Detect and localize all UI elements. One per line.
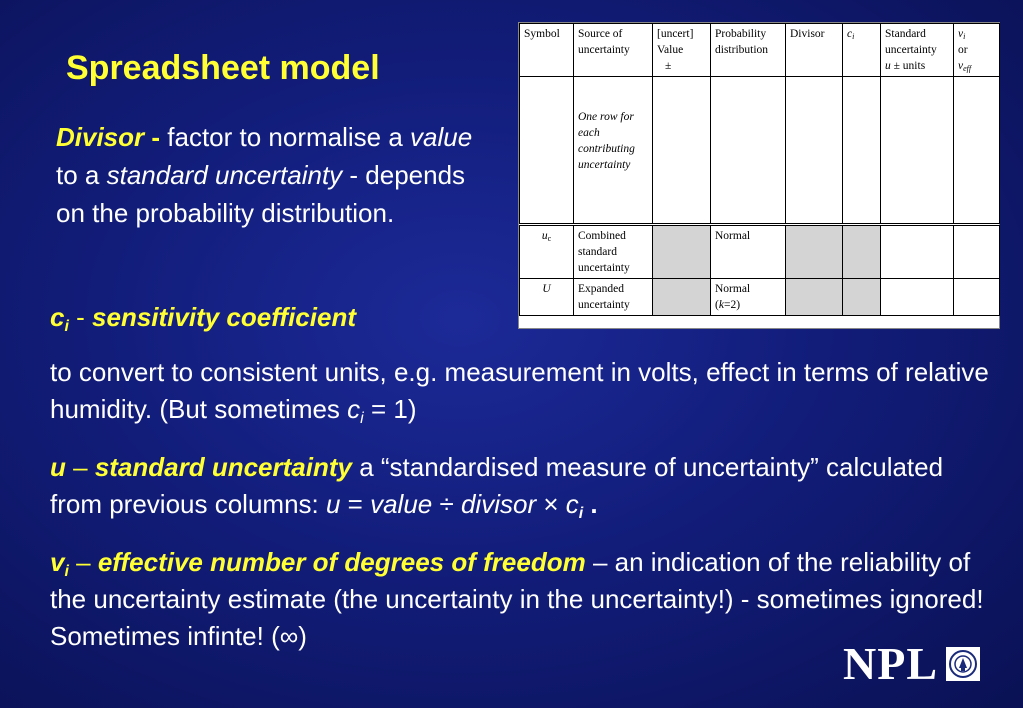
header-veff-sub: eff <box>963 64 972 73</box>
header-probability: Probability distribution <box>711 24 786 77</box>
divisor-text-2: to a <box>56 160 107 190</box>
row-U-distribution: Normal (k=2) <box>711 279 786 316</box>
divisor-definition <box>56 118 476 232</box>
u-eq-times: × <box>536 489 566 519</box>
ci-desc-i: i <box>360 410 364 427</box>
spreadsheet-model-table <box>518 22 1000 329</box>
row-note: One row for each contributing uncertainty <box>578 111 635 171</box>
divisor-text-1: factor to normalise a <box>167 122 411 152</box>
ci-desc-2: = 1) <box>363 394 417 424</box>
header-ci <box>843 24 881 77</box>
header-symbol: Symbol <box>520 24 574 77</box>
divisor-term: Divisor <box>56 122 145 152</box>
header-v-i: i <box>963 32 966 41</box>
v-symbol: v <box>50 547 65 577</box>
u-eq-c: c <box>565 489 579 519</box>
v-subscript: i <box>64 563 69 580</box>
header-source: Source of uncertainty <box>574 24 653 77</box>
header-value-a: [uncert] <box>657 28 694 40</box>
v-label: effective number of degrees of freedom <box>97 547 586 577</box>
u-symbol: u <box>50 452 66 482</box>
header-v: v <box>958 28 964 40</box>
ci-description <box>50 354 990 428</box>
u-eq-i: i <box>578 505 584 522</box>
header-value-pm: ± <box>665 60 672 72</box>
divisor-text-3: - depends on the probability distribution. <box>56 160 466 228</box>
u-label: standard uncertainty <box>94 452 352 482</box>
header-value-b: Value <box>657 44 684 56</box>
u-eq-u: u <box>325 489 341 519</box>
header-veff: v <box>958 60 964 72</box>
npl-logo <box>843 638 980 689</box>
u-text: a “standardised measure of uncertainty” calculated from previous columns: <box>50 452 944 519</box>
ci-heading <box>50 298 990 336</box>
crest-icon <box>946 647 980 681</box>
slide-title: Spreadsheet model <box>66 49 380 87</box>
header-divisor: Divisor <box>786 24 843 77</box>
divisor-value-term: value <box>410 122 473 152</box>
divisor-dash: - <box>144 122 168 152</box>
row-uc-source: Combined standard uncertainty <box>574 225 653 279</box>
header-std-uncertainty <box>881 24 954 77</box>
table-header-row <box>520 24 1000 77</box>
v-dash: – <box>68 547 98 577</box>
npl-logo-text: NPL <box>843 638 938 689</box>
divisor-standard-uncertainty: standard uncertainty <box>106 160 343 190</box>
header-or: or <box>958 44 968 56</box>
row-U-source: Expanded uncertainty <box>574 279 653 316</box>
header-std-a: Standard uncertainty <box>885 28 937 56</box>
ci-symbol: c <box>50 302 65 332</box>
ci-desc-1: to convert to consistent units, e.g. measurement in volts, effect in terms of relative humidity. (But sometimes <box>50 357 989 424</box>
header-std-u: u <box>885 60 891 72</box>
row-U-symbol: U <box>520 279 574 316</box>
u-eq-div: ÷ <box>432 489 461 519</box>
ci-subscript: i <box>64 318 69 335</box>
u-eq-equals: = <box>340 489 371 519</box>
row-uc-distribution: Normal <box>711 225 786 279</box>
u-dash: – <box>65 452 95 482</box>
ci-desc-c: c <box>347 394 361 424</box>
v-text: – an indication of the reliability of the uncertainty estimate (the uncertainty in the uncertainty!) - sometimes ignored! Sometimes infinte! (∞) <box>50 547 984 651</box>
ci-label: sensitivity coefficient <box>92 302 356 332</box>
header-ci-i: i <box>852 32 855 41</box>
table-row-contributions <box>520 77 1000 225</box>
u-eq-dot: . <box>583 489 598 519</box>
header-value <box>653 24 711 77</box>
header-std-b: ± units <box>890 60 926 72</box>
u-eq-divisor: divisor <box>460 489 537 519</box>
u-description <box>50 449 990 523</box>
ci-dash: - <box>68 302 93 332</box>
table-row-combined <box>520 225 1000 279</box>
row-uc-symbol: $u_c$ <box>520 225 574 279</box>
header-dof <box>954 24 1000 77</box>
u-eq-value: value <box>370 489 433 519</box>
header-ci-c: c <box>847 28 853 40</box>
